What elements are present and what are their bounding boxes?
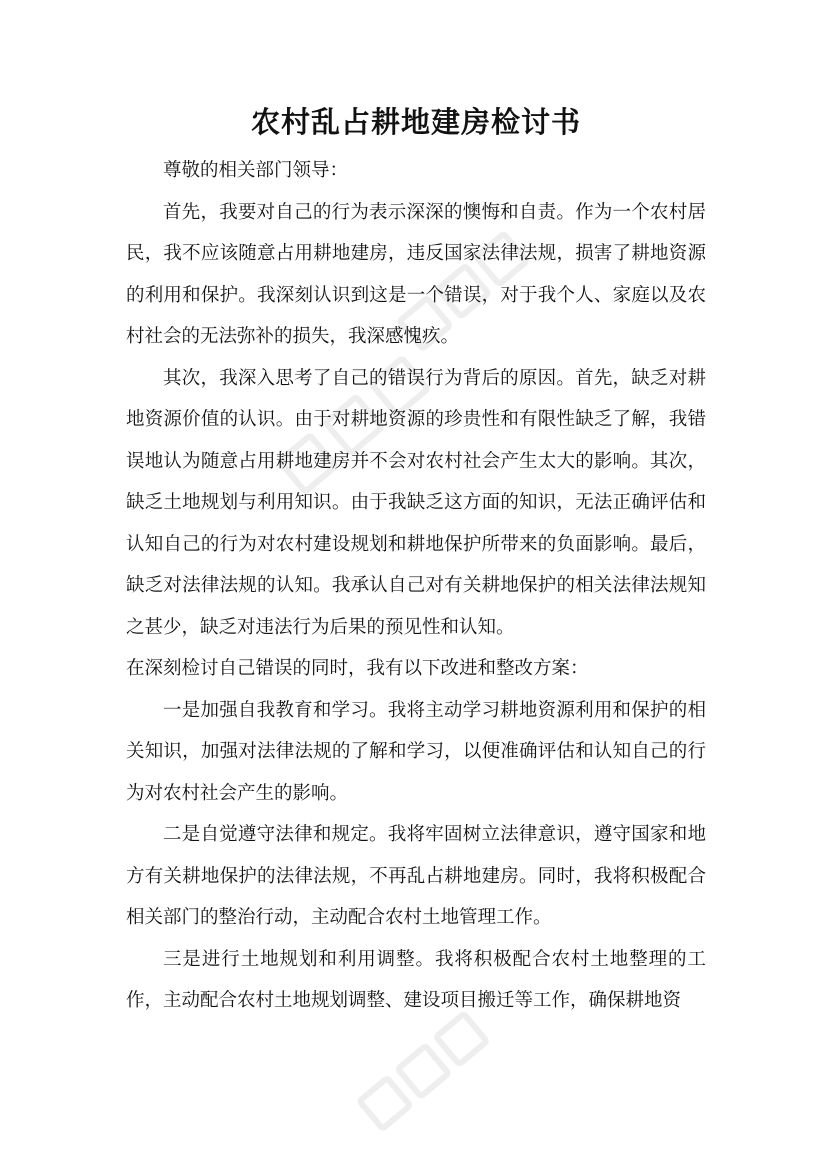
document-title: 农村乱占耕地建房检讨书 xyxy=(250,105,581,139)
improvement-intro: 在深刻检讨自己错误的同时，我有以下改进和整改方案： xyxy=(126,658,589,679)
paragraph-2: 其次，我深入思考了自己的错误行为背后的原因。首先，缺乏对耕地资源价值的认识。由于对耕地资源的珍贵性和有限性缺乏了解，我错误地认为随意占用耕地建房并不会对农村社会产生太大的影响。其次，缺乏土地规划与利用知识。由于我缺乏这方面的知识，无法正确评估和认知自己的行为对农村建设规划和耕地保护所带来的负面影响。最后，缺乏对法律法规的认知。我承认自己对有关耕地保护的相关法律法规知之甚少，缺乏对违法行为后果的预见性和认知。 xyxy=(126,367,706,638)
measure-2: 二是自觉遵守法律和规定。我将牢固树立法律意识，遵守国家和地方有关耕地保护的法律法规，不再乱占耕地建房。同时，我将积极配合相关部门的整治行动，主动配合农村土地管理工作。 xyxy=(126,824,706,928)
paragraph-1: 首先，我要对自己的行为表示深深的懊悔和自责。作为一个农村居民，我不应该随意占用耕地建房，违反国家法律法规，损害了耕地资源的利用和保护。我深刻认识到这是一个错误，对于我个人、家庭以及农村社会的无法弥补的损失，我深感愧疚。 xyxy=(126,201,706,347)
measure-3: 三是进行土地规划和利用调整。我将积极配合农村土地整理的工作，主动配合农村土地规划调整、建设项目搬迁等工作，确保耕地资 xyxy=(126,948,706,1011)
measure-1: 一是加强自我教育和学习。我将主动学习耕地资源利用和保护的相关知识，加强对法律法规的了解和学习，以便准确评估和认知自己的行为对农村社会产生的影响。 xyxy=(126,699,706,804)
salutation: 尊敬的相关部门领导： xyxy=(163,160,349,181)
